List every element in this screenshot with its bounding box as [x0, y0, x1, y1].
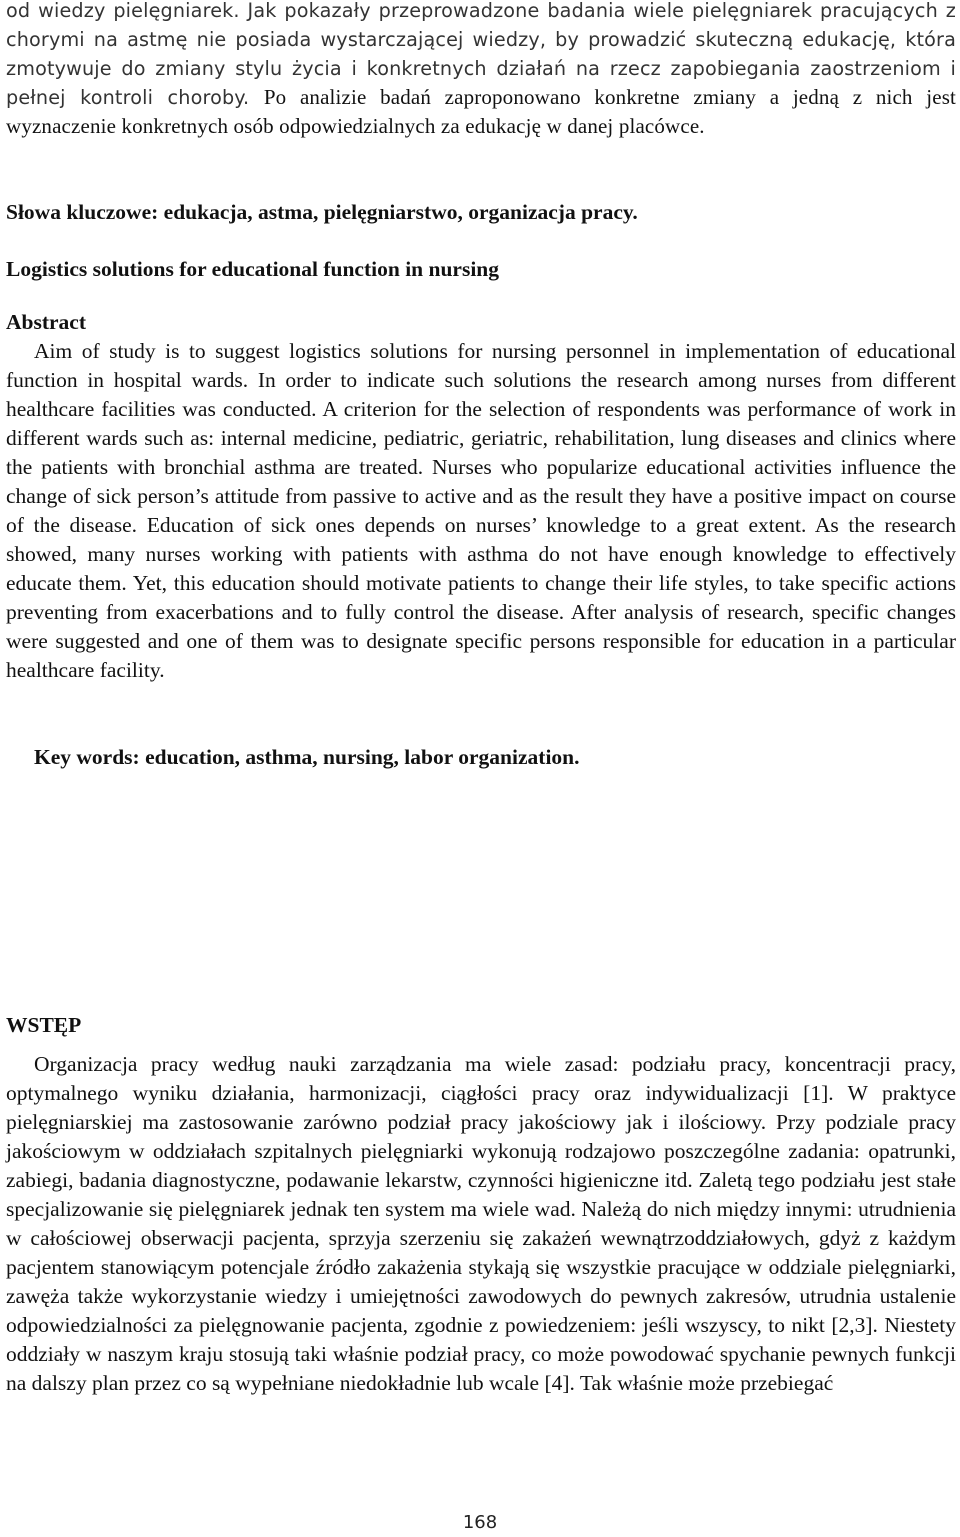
english-abstract-paragraph: Aim of study is to suggest logistics solutions for nursing personnel in implementation of educational function in hospital wards. In order to indicate such solutions the research among nurses from different healthcare facilities was conducted. A criterion for the selection of respondents was performance of work in different wards such as: internal medicine, pediatric, geriatric, rehabilitation, lung diseases and clinics where the patients with bronchial asthma are treated. Nurses who popularize educational activities influence the change of sick person’s attitude from passive to active and as the result they have a positive impact on course of the disease. Education of sick ones depends on nurses’ knowledge to a great extent. As the research showed, many nurses working with patients with asthma do not have enough knowledge to effectively educate them. Yet, this education should motivate patients to change their life styles, to take specific actions preventing from exacerbations and to fully control the disease. After analysis of research, specific changes were suggested and one of them was to designate specific persons responsible for education in a particular healthcare facility. — [6, 339, 956, 682]
polish-abstract-continuation: od wiedzy pielęgniarek. Jak pokazały przeprowadzone badania wiele pielęgniarek pracujących z chorymi na astmę nie posiada wystarczającej wiedzy, by prowadzić skuteczną edukację, która zmotywuje do zmiany stylu życia i konkretnych działań na rzecz zapobiegania zaostrzeniom i pełnej kontroli choroby. — [6, 0, 956, 109]
english-abstract-body — [6, 337, 956, 685]
english-keywords: Key words: education, asthma, nursing, labor organization. — [34, 745, 580, 769]
introduction-body — [6, 1050, 956, 1398]
page-number: 168 — [462, 1512, 498, 1533]
english-title: Logistics solutions for educational function in nursing — [6, 257, 499, 281]
section-heading-introduction: WSTĘP — [6, 1013, 82, 1037]
polish-abstract-conclusion: Po analizie badań zaproponowano konkretne zmiany a jedną z nich jest wyznaczenie konkretnych osób odpowiedzialnych za edukację w danej placówce. — [6, 85, 956, 138]
abstract-heading: Abstract — [6, 310, 87, 334]
polish-keywords: Słowa kluczowe: edukacja, astma, pielęgniarstwo, organizacja pracy. — [6, 200, 638, 224]
introduction-paragraph: Organizacja pracy według nauki zarządzania ma wiele zasad: podziału pracy, koncentracji pracy, optymalnego wyniku działania, harmonizacji, ciągłości pracy oraz indywidualizacji [1]. W praktyce pielęgniarskiej ma zastosowanie zarówno podział pracy jakościowy jak i ilościowy. Przy podziale pracy jakościowym w oddziałach szpitalnych pielęgniarki wykonują rodzajowo poszczególne zadania: opatrunki, zabiegi, badania diagnostyczne, podawanie lekarstw, czynności higieniczne itd. Zaletą tego podziału jest stałe specjalizowanie się pielęgniarek jednak ten system ma wiele wad. Należą do nich między innymi: utrudnienia w całościowej obserwacji pacjenta, sprzyja szerzeniu się zakażeń wewnątrzoddziałowych, gdyż z każdym pacjentem stanowiącym potencjale źródło zakażenia stykają się wszystkie pracujące w oddziale pielęgniarki, zawęża także wykorzystanie wiedzy i umiejętności zawodowych do pewnych zakresów, utrudnia ustalenie odpowiedzialności za pielęgnowanie pacjenta, zgodnie z powiedzeniem: jeśli wszyscy, to nikt [2,3]. Niestety oddziały w naszym kraju stosują taki właśnie podział pracy, co może powodować spychanie pewnych funkcji na dalszy plan przez co są wypełniane niedokładnie lub wcale [4]. Tak właśnie może przebiegać — [6, 1052, 956, 1395]
polish-abstract-text — [6, 0, 956, 141]
